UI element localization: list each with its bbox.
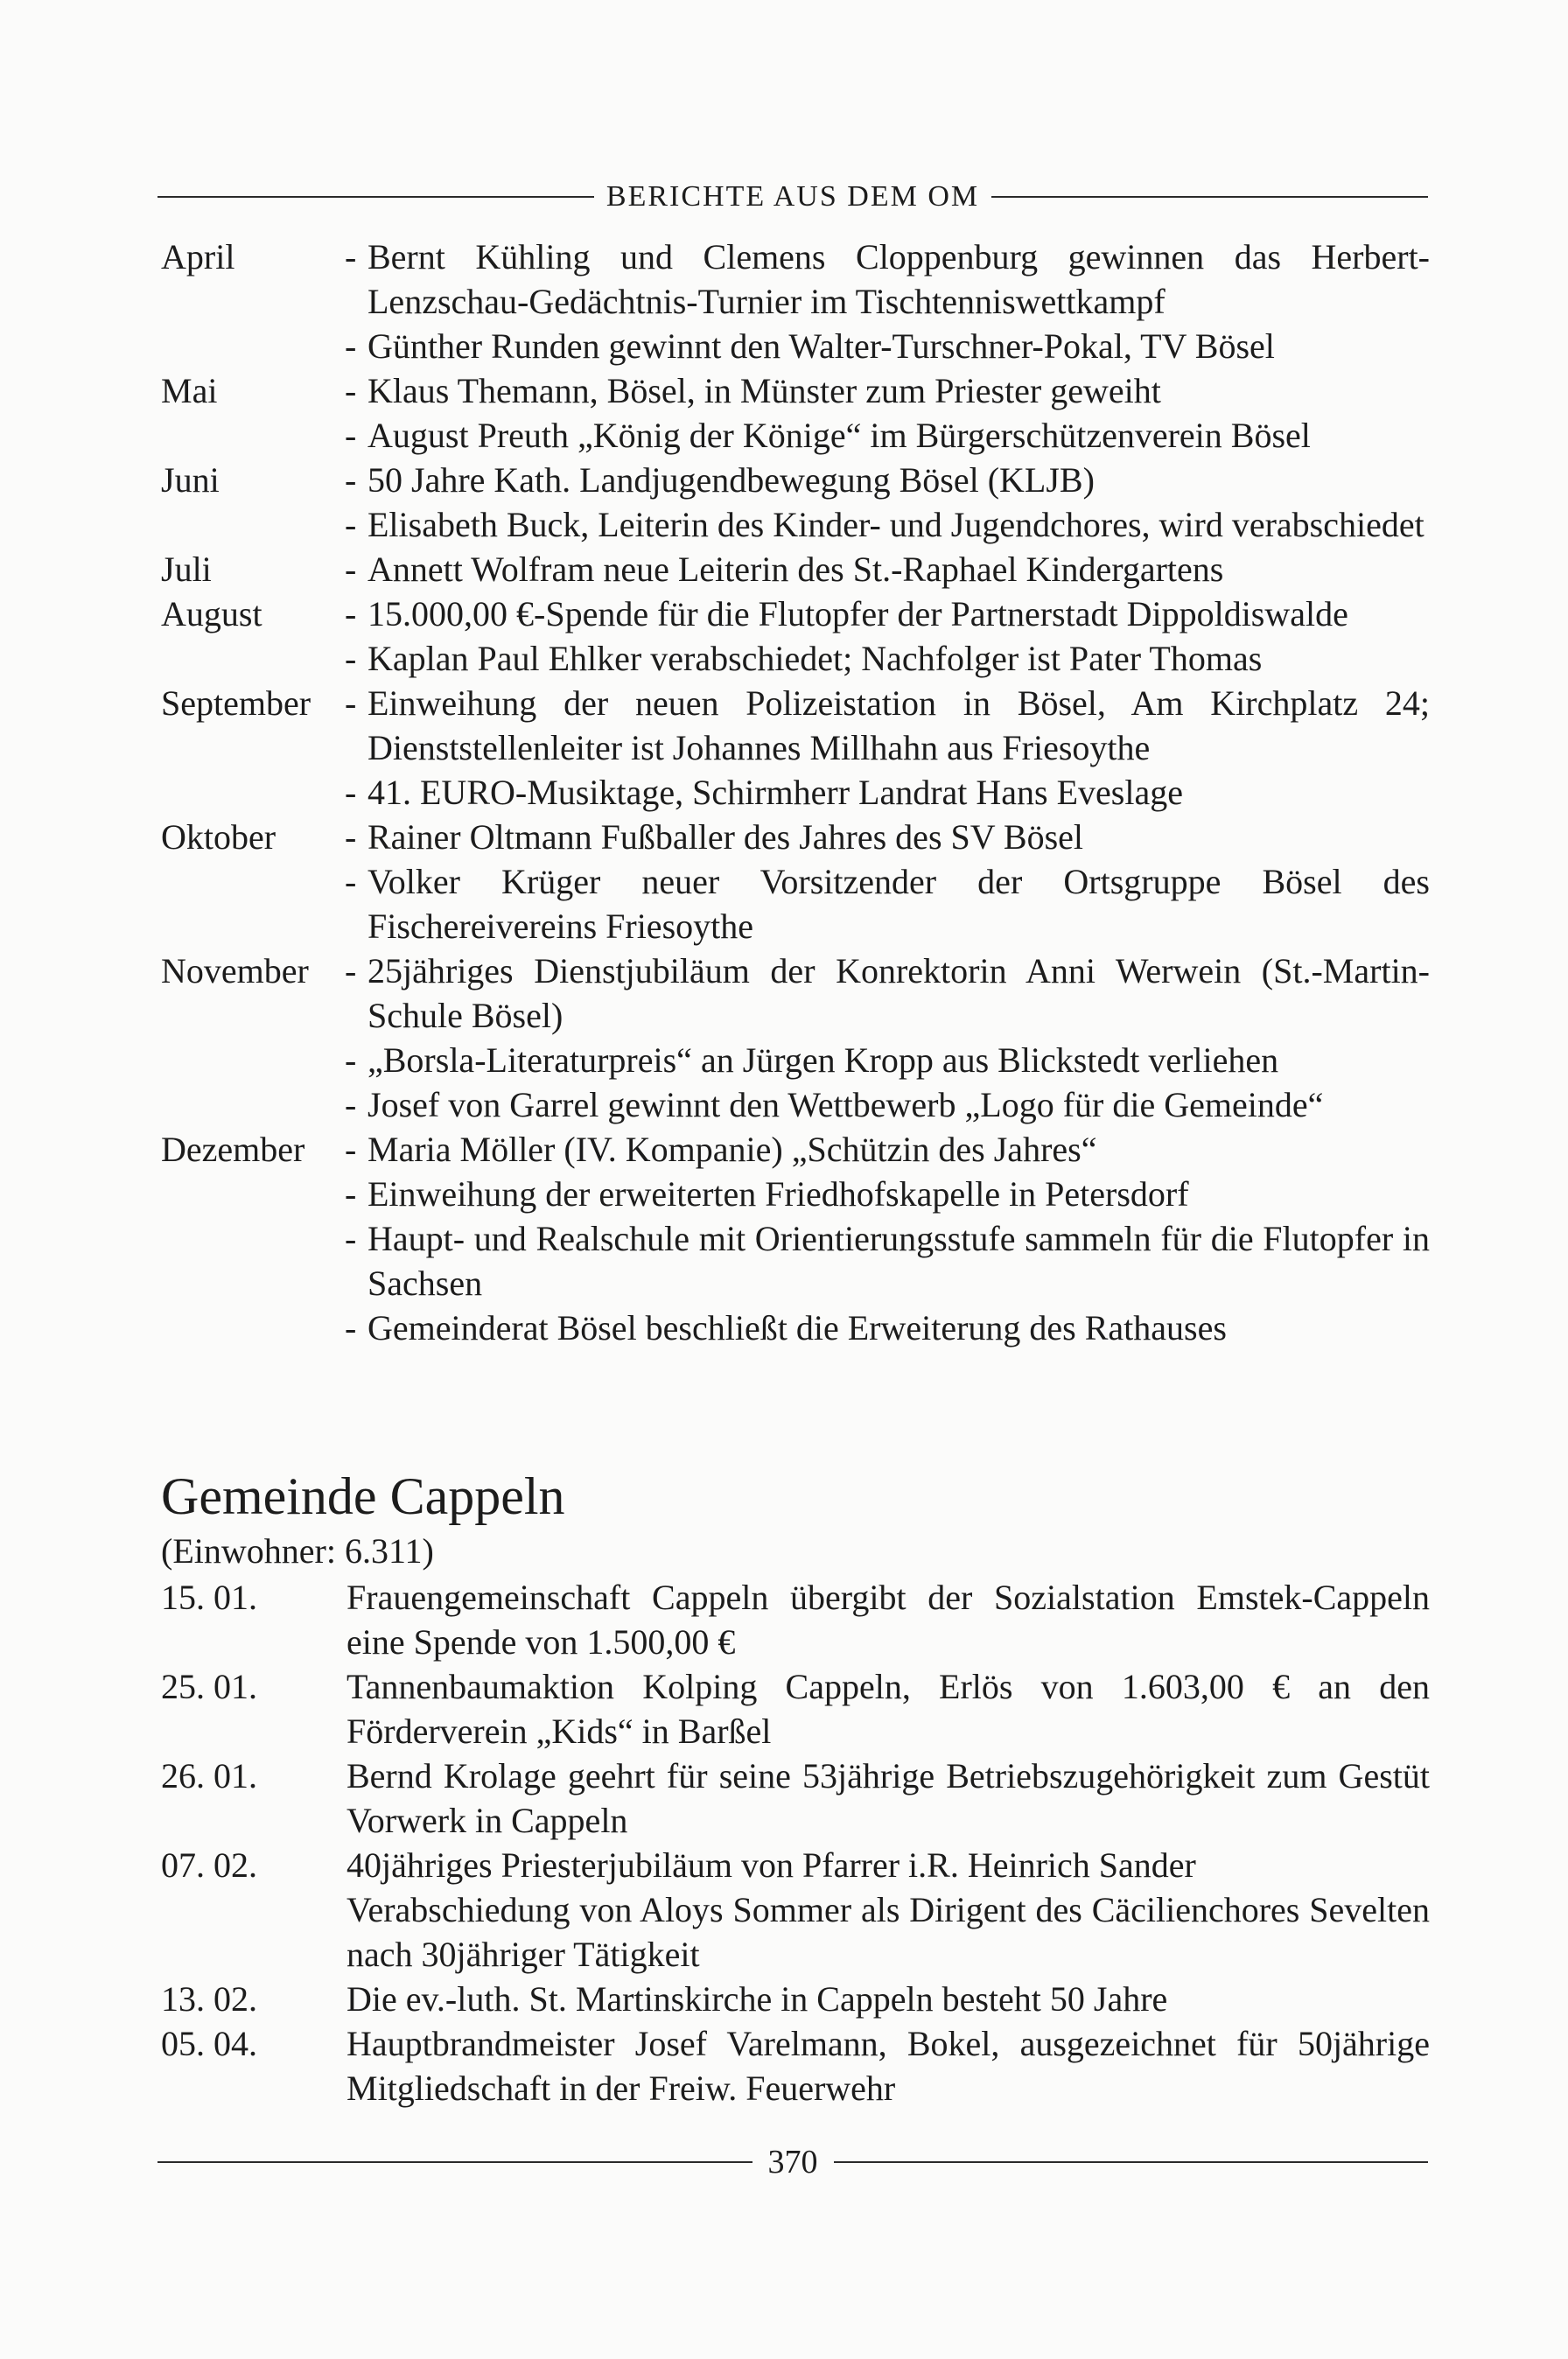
event-text: 41. EURO-Musiktage, Schirmherr Landrat Hans Eveslage [368, 773, 1183, 812]
list-dash: - [345, 594, 357, 634]
event-text: Josef von Garrel gewinnt den Wettbewerb „Logo für die Gemeinde“ [368, 1085, 1324, 1124]
month-block [161, 815, 1430, 948]
month-block [161, 592, 1430, 681]
entry-text [346, 1843, 1430, 1977]
entry-date: 26. 01. [161, 1756, 257, 1796]
event-text: Volker Krüger neuer Vorsitzender der Ortsgruppe Bösel des Fischereivereins Friesoythe [368, 862, 1430, 946]
list-dash: - [345, 371, 357, 410]
entry-line: Verabschiedung von Aloys Sommer als Dirigent des Cäcilienchores Sevelten nach 30jähriger Tätigkeit [346, 1890, 1430, 1974]
event-text: Rainer Oltmann Fußballer des Jahres des SV Bösel [368, 817, 1084, 857]
event-list [345, 815, 1430, 948]
entry-line: Die ev.-luth. St. Martinskirche in Cappeln besteht 50 Jahre [346, 1979, 1168, 2019]
event-text: Kaplan Paul Ehlker verabschiedet; Nachfolger ist Pater Thomas [368, 639, 1263, 678]
running-head [158, 175, 1428, 219]
event-list [345, 368, 1430, 458]
dated-entry [161, 1843, 1430, 1977]
entry-date: 05. 04. [161, 2024, 257, 2063]
list-dash: - [345, 683, 357, 723]
event-text: Bernt Kühling und Clemens Cloppenburg gewinnen das Herbert-Lenzschau-Gedächtnis-Turnier im Tischtenniswettkampf [368, 237, 1430, 321]
chronicle-list [161, 234, 1430, 1350]
entry-line: Hauptbrandmeister Josef Varelmann, Bokel, ausgezeichnet für 50jährige Mitgliedschaft in der Freiw. Feuerwehr [346, 2024, 1430, 2108]
list-dash: - [345, 862, 357, 901]
event-item [345, 368, 1430, 413]
event-item [345, 502, 1430, 547]
running-head-rule-right [991, 196, 1428, 198]
event-text: Elisabeth Buck, Leiterin des Kinder- und Jugendchores, wird verabschiedet [368, 505, 1424, 544]
page-footer [158, 2140, 1428, 2184]
list-dash: - [345, 1219, 357, 1258]
list-dash: - [345, 1308, 357, 1348]
event-list [345, 458, 1430, 547]
event-list [345, 234, 1430, 368]
month-label: Juli [161, 550, 212, 589]
entry-line: Tannenbaumaktion Kolping Cappeln, Erlös von 1.603,00 € an den Förderverein „Kids“ in Barßel [346, 1667, 1430, 1751]
running-head-title: BERICHTE AUS DEM OM [606, 180, 980, 213]
event-item [345, 770, 1430, 815]
month-block [161, 681, 1430, 815]
month-label: April [161, 237, 235, 276]
list-dash: - [345, 773, 357, 812]
event-item [345, 859, 1430, 948]
entry-text [346, 1664, 1430, 1754]
event-text: 50 Jahre Kath. Landjugendbewegung Bösel (KLJB) [368, 460, 1095, 500]
running-head-rule-left [158, 196, 594, 198]
event-list [345, 948, 1430, 1127]
entry-date: 13. 02. [161, 1979, 257, 2019]
month-block [161, 1127, 1430, 1350]
month-label: Dezember [161, 1130, 305, 1169]
month-block [161, 948, 1430, 1127]
event-item [345, 458, 1430, 502]
dated-entry [161, 1977, 1430, 2021]
footer-rule-left [158, 2161, 752, 2163]
dated-entry [161, 1575, 1430, 1664]
entry-text [346, 1977, 1430, 2021]
event-text: Gemeinderat Bösel beschließt die Erweiterung des Rathauses [368, 1308, 1227, 1348]
entry-text [346, 2021, 1430, 2110]
entry-text [346, 1754, 1430, 1843]
list-dash: - [345, 550, 357, 589]
event-item [345, 324, 1430, 368]
entry-date: 07. 02. [161, 1845, 257, 1885]
month-label: Juni [161, 460, 220, 500]
month-block [161, 234, 1430, 368]
list-dash: - [345, 326, 357, 366]
event-text: August Preuth „König der Könige“ im Bürgerschützenverein Bösel [368, 416, 1311, 455]
event-item [345, 234, 1430, 324]
entry-line: Bernd Krolage geehrt für seine 53jährige Betriebszugehörigkeit zum Gestüt Vorwerk in Cappeln [346, 1756, 1430, 1840]
month-label: Mai [161, 371, 218, 410]
event-text: Maria Möller (IV. Kompanie) „Schützin des Jahres“ [368, 1130, 1097, 1169]
entry-date: 25. 01. [161, 1667, 257, 1706]
event-text: „Borsla-Literaturpreis“ an Jürgen Kropp aus Blickstedt verliehen [368, 1040, 1279, 1080]
section-gemeinde-cappeln [161, 1463, 1430, 2110]
footer-rule-right [834, 2161, 1429, 2163]
month-label: November [161, 951, 309, 990]
list-dash: - [345, 1085, 357, 1124]
list-dash: - [345, 1040, 357, 1080]
entry-line: Frauengemeinschaft Cappeln übergibt der Sozialstation Emstek-Cappeln eine Spende von 1.500,00 € [346, 1578, 1430, 1662]
event-text: Günther Runden gewinnt den Walter-Turschner-Pokal, TV Bösel [368, 326, 1275, 366]
population-count: (Einwohner: 6.311) [161, 1531, 434, 1571]
list-dash: - [345, 505, 357, 544]
event-list [345, 681, 1430, 815]
event-list [345, 1127, 1430, 1350]
event-item [345, 547, 1430, 592]
list-dash: - [345, 460, 357, 500]
month-block [161, 368, 1430, 458]
entry-date: 15. 01. [161, 1578, 257, 1617]
event-text: 25jähriges Dienstjubiläum der Konrektorin Anni Werwein (St.-Martin-Schule Bösel) [368, 951, 1430, 1035]
event-list [345, 592, 1430, 681]
month-block [161, 458, 1430, 547]
event-item [345, 636, 1430, 681]
event-text: Einweihung der neuen Polizeistation in Bösel, Am Kirchplatz 24; Dienststellenleiter ist Johannes Millhahn aus Friesoythe [368, 683, 1430, 767]
section-title: Gemeinde Cappeln [161, 1467, 565, 1525]
entry-line: 40jähriges Priesterjubiläum von Pfarrer i.R. Heinrich Sander [346, 1845, 1196, 1885]
event-list [345, 547, 1430, 592]
list-dash: - [345, 951, 357, 990]
page-number: 370 [767, 2144, 818, 2180]
event-item [345, 681, 1430, 770]
month-label: Oktober [161, 817, 276, 857]
event-item [345, 413, 1430, 458]
dated-entry [161, 1664, 1430, 1754]
event-item [345, 948, 1430, 1038]
event-text: Haupt- und Realschule mit Orientierungsstufe sammeln für die Flutopfer in Sachsen [368, 1219, 1430, 1303]
list-dash: - [345, 416, 357, 455]
list-dash: - [345, 237, 357, 276]
list-dash: - [345, 1130, 357, 1169]
event-text: 15.000,00 €-Spende für die Flutopfer der Partnerstadt Dippoldiswalde [368, 594, 1348, 634]
event-item [345, 1306, 1430, 1350]
event-item [345, 1127, 1430, 1172]
month-label: August [161, 594, 262, 634]
event-item [345, 1038, 1430, 1082]
event-item [345, 1172, 1430, 1216]
event-item [345, 1082, 1430, 1127]
entry-text [346, 1575, 1430, 1664]
list-dash: - [345, 817, 357, 857]
dated-entry-list [161, 1575, 1430, 2110]
event-text: Annett Wolfram neue Leiterin des St.-Raphael Kindergartens [368, 550, 1224, 589]
event-item [345, 815, 1430, 859]
list-dash: - [345, 639, 357, 678]
list-dash: - [345, 1174, 357, 1214]
event-item [345, 592, 1430, 636]
event-item [345, 1216, 1430, 1306]
event-text: Klaus Themann, Bösel, in Münster zum Priester geweiht [368, 371, 1161, 410]
month-label: September [161, 683, 312, 723]
event-text: Einweihung der erweiterten Friedhofskapelle in Petersdorf [368, 1174, 1189, 1214]
dated-entry [161, 1754, 1430, 1843]
month-block [161, 547, 1430, 592]
dated-entry [161, 2021, 1430, 2110]
